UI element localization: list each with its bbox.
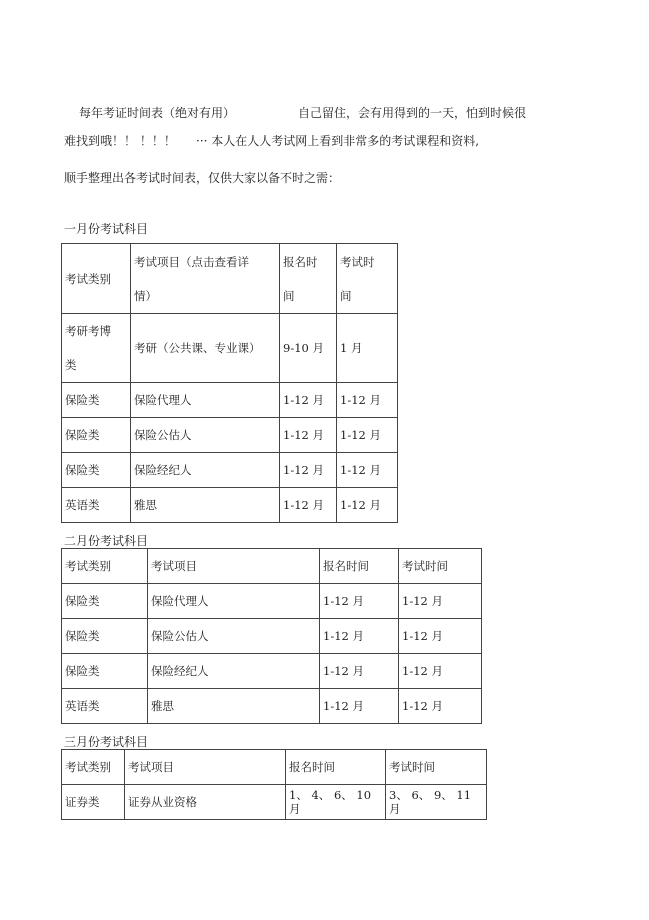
jan-table	[61, 243, 398, 523]
cell-reg: 1-12 月	[280, 383, 337, 418]
cell-item: 保险经纪人	[148, 654, 320, 689]
cell-item: 考研（公共课、专业课）	[131, 314, 280, 383]
header-exam-line2: 间	[340, 288, 352, 303]
table-row	[62, 654, 482, 689]
cell-category	[62, 314, 131, 383]
header-reg: 报名时间	[320, 549, 399, 584]
document-title: 每年考证时间表（绝对有用）	[79, 106, 236, 120]
header-item: 考试项目	[148, 549, 320, 584]
feb-table	[61, 548, 482, 724]
cell-exam: 1-12 月	[399, 619, 482, 654]
cell-reg: 9-10 月	[280, 314, 337, 383]
header-item: 考试项目	[125, 750, 286, 785]
mar-heading: 三月份考试科目	[64, 735, 149, 749]
cell-reg: 1-12 月	[280, 488, 337, 523]
cell-category: 证券类	[62, 785, 125, 820]
intro-line2-right: ··· 本人在人人考试网上看到非常多的考试课程和资料,	[196, 134, 480, 148]
cell-item: 雅思	[131, 488, 280, 523]
cell-exam: 1-12 月	[337, 383, 398, 418]
header-item-line2: 情）	[134, 288, 157, 303]
table-row	[62, 488, 398, 523]
cell-exam-line1: 3、 6、 9、 11	[389, 788, 472, 802]
header-item	[131, 244, 280, 314]
table-header-row	[62, 750, 487, 785]
table-row	[62, 785, 487, 820]
cell-item: 保险代理人	[131, 383, 280, 418]
intro-line2-left: 难找到哦！！ ！！！	[64, 134, 176, 148]
cell-exam: 1-12 月	[399, 654, 482, 689]
cell-reg: 1-12 月	[320, 654, 399, 689]
cell-item: 保险公估人	[148, 619, 320, 654]
header-reg: 报名时间	[286, 750, 386, 785]
cell-reg: 1-12 月	[320, 619, 399, 654]
header-reg-line2: 间	[283, 288, 295, 303]
cell-exam: 1-12 月	[399, 689, 482, 724]
cell-category-line1: 考研考博	[65, 324, 111, 338]
cell-category: 保险类	[62, 453, 131, 488]
cell-item: 保险公估人	[131, 418, 280, 453]
cell-reg	[286, 785, 386, 820]
table-row	[62, 418, 398, 453]
cell-exam: 1-12 月	[337, 453, 398, 488]
cell-category: 英语类	[62, 488, 131, 523]
cell-category-line2: 类	[65, 358, 77, 372]
table-row	[62, 453, 398, 488]
table-row	[62, 689, 482, 724]
cell-exam: 1-12 月	[337, 488, 398, 523]
cell-reg: 1-12 月	[280, 453, 337, 488]
header-exam-line1: 考试时	[340, 254, 375, 269]
cell-reg: 1-12 月	[320, 584, 399, 619]
header-exam: 考试时间	[399, 549, 482, 584]
cell-item: 保险经纪人	[131, 453, 280, 488]
header-reg	[280, 244, 337, 314]
cell-exam: 1-12 月	[337, 418, 398, 453]
header-exam	[337, 244, 398, 314]
jan-heading: 一月份考试科目	[64, 222, 149, 236]
feb-heading: 二月份考试科目	[64, 534, 149, 548]
table-header-row	[62, 549, 482, 584]
cell-category: 保险类	[62, 584, 148, 619]
header-category: 考试类别	[62, 244, 131, 314]
cell-category: 保险类	[62, 418, 131, 453]
cell-exam: 1 月	[337, 314, 398, 383]
mar-table	[61, 749, 487, 820]
header-category: 考试类别	[62, 750, 125, 785]
header-exam: 考试时间	[386, 750, 487, 785]
cell-exam: 1-12 月	[399, 584, 482, 619]
header-item-line1: 考试项目（点击查看详	[134, 254, 249, 269]
cell-item: 证券从业资格	[125, 785, 286, 820]
cell-category: 英语类	[62, 689, 148, 724]
header-reg-line1: 报名时	[283, 254, 318, 269]
cell-exam-line2: 月	[389, 802, 401, 816]
table-row	[62, 314, 398, 383]
cell-item: 保险代理人	[148, 584, 320, 619]
cell-exam	[386, 785, 487, 820]
cell-reg: 1-12 月	[320, 689, 399, 724]
table-row	[62, 383, 398, 418]
cell-reg-line2: 月	[289, 802, 301, 816]
cell-reg: 1-12 月	[280, 418, 337, 453]
table-header-row	[62, 244, 398, 314]
cell-category: 保险类	[62, 619, 148, 654]
header-category: 考试类别	[62, 549, 148, 584]
cell-item: 雅思	[148, 689, 320, 724]
cell-reg-line1: 1、 4、 6、 10	[289, 788, 372, 802]
intro-line3: 顺手整理出各考试时间表，仅供大家以备不时之需：	[64, 171, 341, 185]
cell-category: 保险类	[62, 383, 131, 418]
intro-line1-right: 自己留住，会有用得到的一天，怕到时候很	[298, 106, 527, 120]
cell-category: 保险类	[62, 654, 148, 689]
table-row	[62, 584, 482, 619]
table-row	[62, 619, 482, 654]
